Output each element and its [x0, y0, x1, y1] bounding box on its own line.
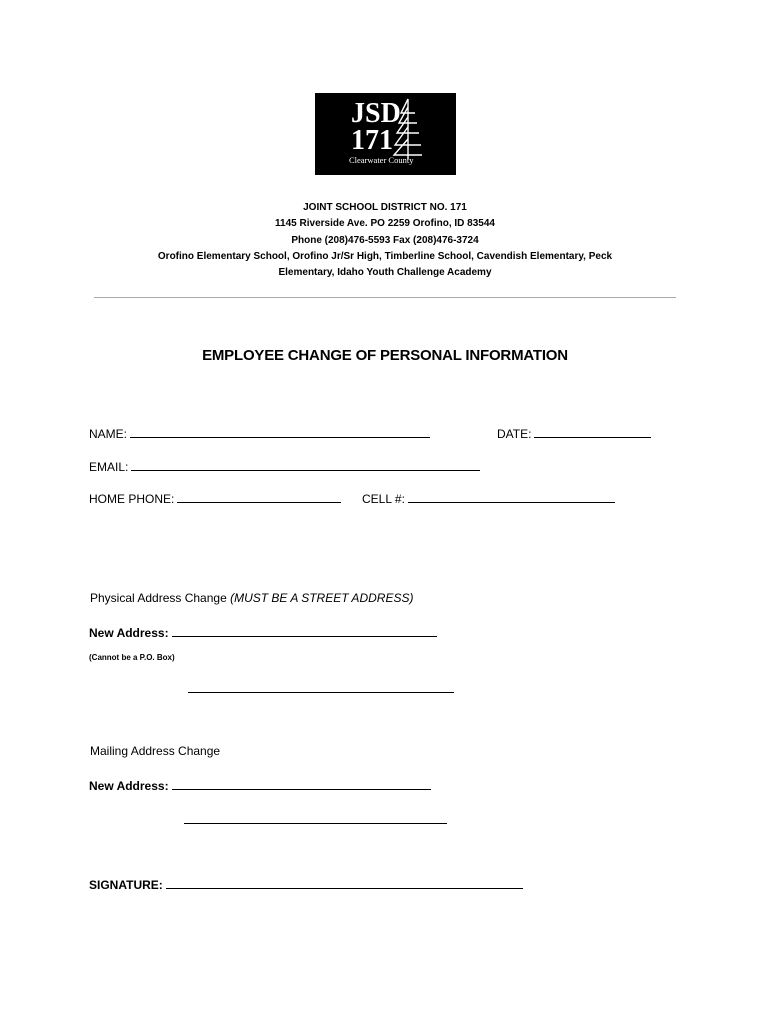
- logo-jsd-text: JSD: [351, 98, 401, 129]
- logo-county-text: Clearwater County: [349, 155, 414, 165]
- date-field[interactable]: [534, 425, 651, 438]
- physical-new-address-field[interactable]: [172, 624, 437, 637]
- district-header: [90, 200, 680, 281]
- date-row: [497, 425, 651, 441]
- district-name: JOINT SCHOOL DISTRICT NO. 171: [303, 202, 467, 213]
- physical-new-address-label: New Address:: [89, 626, 169, 640]
- mailing-address-line-2[interactable]: [184, 823, 447, 824]
- cell-label: CELL #:: [362, 492, 405, 506]
- header-divider: [94, 297, 676, 298]
- mailing-address-heading: Mailing Address Change: [90, 744, 221, 758]
- logo-number-text: 171: [351, 125, 393, 156]
- physical-address-line-2[interactable]: [188, 692, 454, 693]
- home-phone-field[interactable]: [177, 490, 341, 503]
- physical-heading-note: (MUST BE A STREET ADDRESS): [230, 591, 414, 605]
- name-label: NAME:: [89, 427, 128, 441]
- district-logo: [315, 93, 456, 175]
- email-label: EMAIL:: [89, 460, 129, 474]
- mailing-new-address-label: New Address:: [89, 779, 169, 793]
- home-phone-row: [89, 490, 341, 506]
- signature-field[interactable]: [166, 876, 523, 889]
- signature-label: SIGNATURE:: [89, 878, 163, 892]
- physical-new-address-row: [89, 624, 437, 640]
- home-phone-label: HOME PHONE:: [89, 492, 175, 506]
- po-box-note: (Cannot be a P.O. Box): [89, 653, 175, 662]
- date-label: DATE:: [497, 427, 532, 441]
- form-title: EMPLOYEE CHANGE OF PERSONAL INFORMATION: [202, 347, 568, 364]
- district-schools: Orofino Elementary School, Orofino Jr/Sr High, Timberline School, Cavendish Elementary, Peck Elementary, Idaho Youth Challenge Academy: [157, 250, 613, 279]
- email-row: [89, 458, 480, 474]
- district-phone-fax: Phone (208)476-5593 Fax (208)476-3724: [291, 234, 479, 246]
- physical-address-heading: [90, 591, 413, 605]
- district-address: 1145 Riverside Ave. PO 2259 Orofino, ID 83544: [275, 218, 495, 230]
- name-row: [89, 425, 430, 441]
- mailing-new-address-field[interactable]: [172, 777, 431, 790]
- name-field[interactable]: [130, 425, 430, 438]
- physical-heading-text: Physical Address Change: [90, 591, 227, 605]
- mailing-new-address-row: [89, 777, 431, 793]
- cell-row: [362, 490, 615, 506]
- signature-row: [89, 876, 523, 892]
- cell-field[interactable]: [408, 490, 615, 503]
- email-field[interactable]: [131, 458, 480, 471]
